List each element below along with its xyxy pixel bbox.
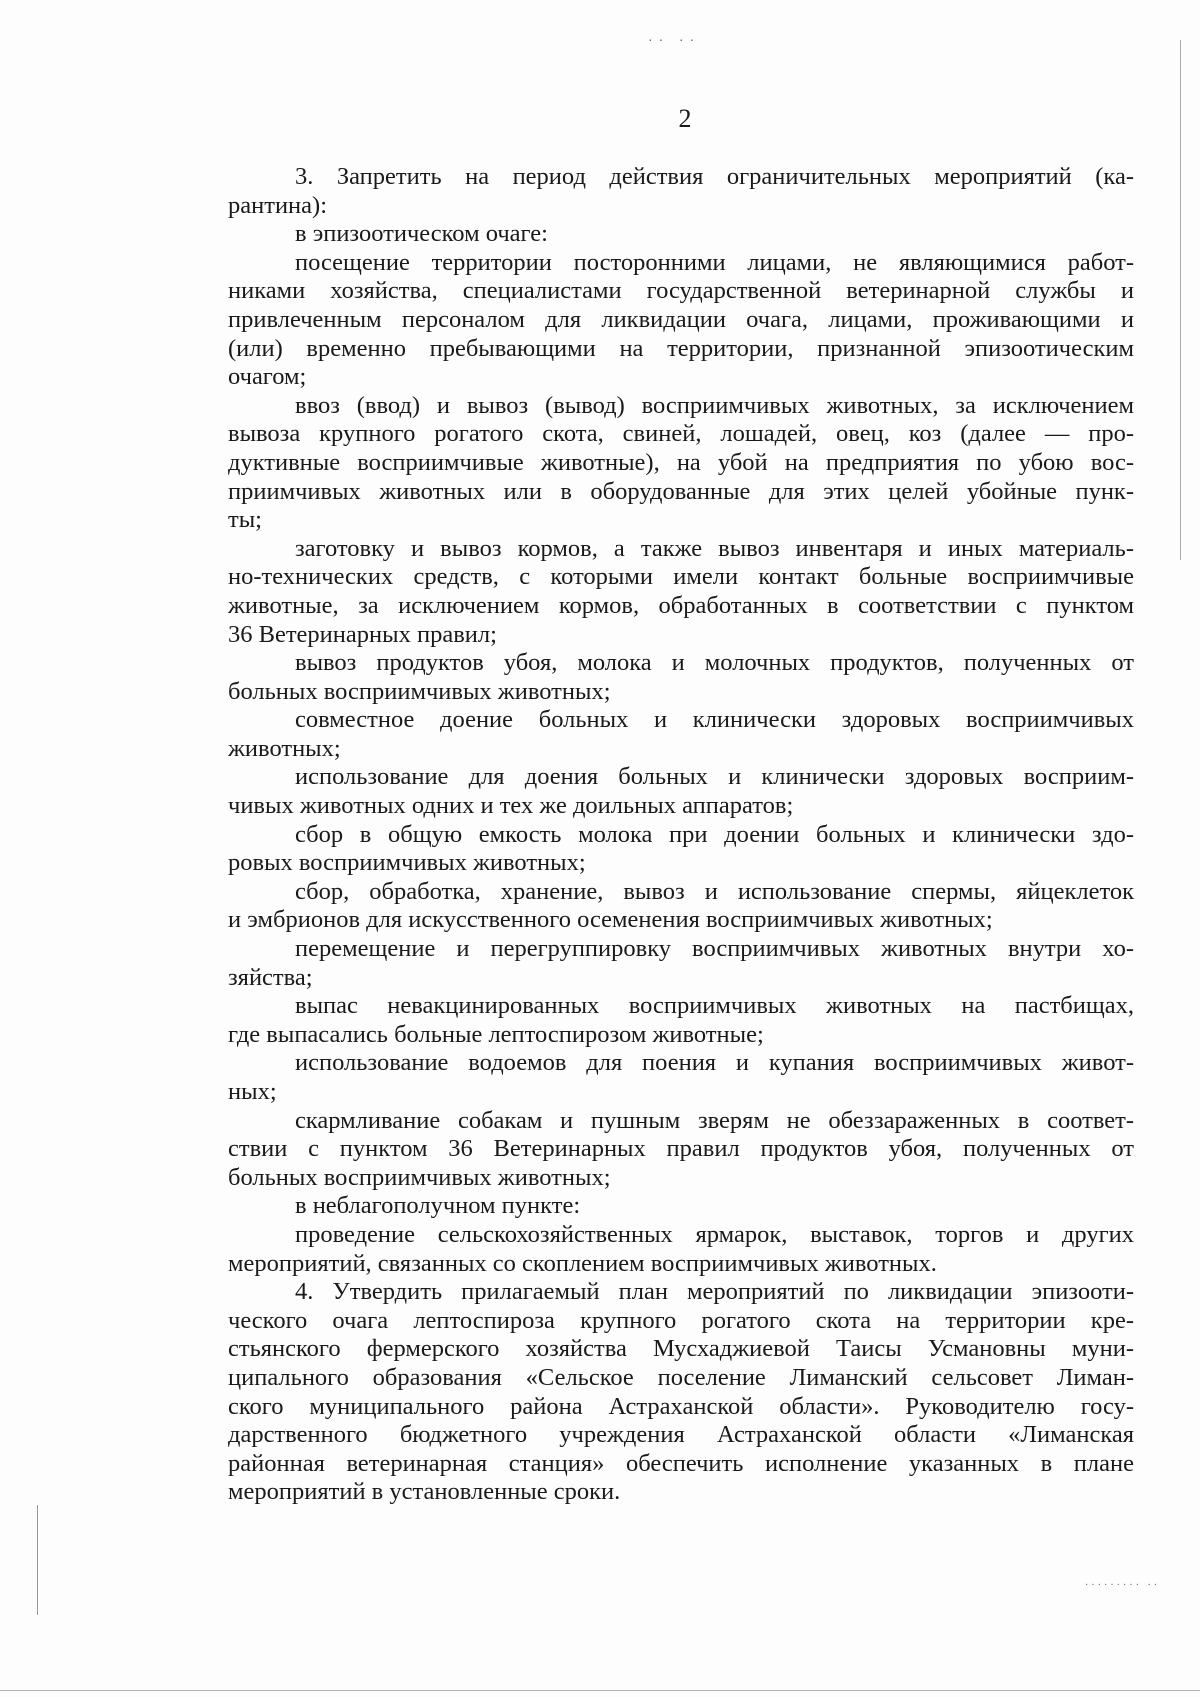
text-line: животных; bbox=[228, 734, 341, 762]
paragraph-p3l bbox=[228, 1049, 1134, 1106]
text-line: использование для доения больных и клинически здоровых восприим- bbox=[295, 763, 1134, 791]
text-line: стьянского фермерского хозяйства Мусхаджиевой Таисы Усмановны муни- bbox=[228, 1335, 1134, 1363]
text-line: (или) временно пребывающими на территории, признанной эпизоотическим bbox=[228, 334, 1134, 362]
text-line: больных восприимчивых животных; bbox=[228, 677, 611, 705]
text-line: и эмбрионов для искусственного осеменения восприимчивых животных; bbox=[228, 906, 993, 934]
text-line: совместное доение больных и клинически здоровых восприимчивых bbox=[295, 706, 1134, 734]
text-line: в неблагополучном пункте: bbox=[295, 1192, 581, 1220]
text-line: рантина): bbox=[228, 191, 328, 219]
text-line: ческого очага лептоспироза крупного рогатого скота на территории кре- bbox=[228, 1306, 1134, 1334]
text-line: но-технических средств, с которыми имели контакт больные восприимчивые bbox=[228, 563, 1134, 591]
paragraph-p3a bbox=[228, 220, 1134, 249]
text-line: чивых животных одних и тех же доильных аппаратов; bbox=[228, 792, 794, 820]
text-line: скармливание собакам и пушным зверям не обеззараженных в соответ- bbox=[295, 1106, 1134, 1134]
text-line: дарственного бюджетного учреждения Астраханской области «Лиманская bbox=[228, 1421, 1134, 1449]
text-line: где выпасались больные лептоспирозом животные; bbox=[228, 1020, 764, 1048]
text-line: проведение сельскохозяйственных ярмарок, выставок, торгов и других bbox=[295, 1220, 1134, 1248]
text-line: мероприятий в установленные сроки. bbox=[228, 1478, 621, 1506]
text-line: ных; bbox=[228, 1078, 277, 1105]
paragraph-p3b bbox=[228, 249, 1134, 392]
scan-artifact-top: ·· ·· bbox=[648, 34, 701, 49]
text-line: ты; bbox=[228, 506, 262, 534]
paragraph-p4 bbox=[228, 1278, 1134, 1507]
paragraph-p3 bbox=[228, 163, 1134, 220]
text-line: ствии с пунктом 36 Ветеринарных правил продуктов убоя, полученных от bbox=[228, 1135, 1134, 1163]
paragraph-p3d bbox=[228, 535, 1134, 649]
text-line: ввоз (ввод) и вывоз (вывод) восприимчивых животных, за исключением bbox=[295, 391, 1134, 419]
text-line: ского муниципального района Астраханской области». Руководителю госу- bbox=[228, 1392, 1134, 1420]
text-line: сбор в общую емкость молока при доении больных и клинически здо- bbox=[295, 820, 1134, 848]
text-line: больных восприимчивых животных; bbox=[228, 1163, 611, 1191]
page-number: 2 bbox=[678, 104, 692, 133]
paragraph-p3c bbox=[228, 392, 1134, 535]
paragraph-p3i bbox=[228, 878, 1134, 935]
text-line: выпас невакцинированных восприимчивых животных на пастбищах, bbox=[295, 992, 1134, 1020]
text-line: очагом; bbox=[228, 363, 307, 391]
paragraph-p3e bbox=[228, 649, 1134, 706]
scan-edge-bottom bbox=[0, 1690, 1200, 1691]
text-line: использование водоемов для поения и купания восприимчивых живот- bbox=[295, 1049, 1134, 1077]
text-line: в эпизоотическом очаге: bbox=[295, 220, 548, 248]
paragraph-p3h bbox=[228, 821, 1134, 878]
text-line: животные, за исключением кормов, обработанных в соответствии с пунктом bbox=[228, 591, 1134, 619]
paragraph-p3j bbox=[228, 935, 1134, 992]
text-line: районная ветеринарная станция» обеспечить исполнение указанных в плане bbox=[228, 1449, 1134, 1477]
paragraph-p3m bbox=[228, 1107, 1134, 1193]
text-line: приимчивых животных или в оборудованные для этих целей убойные пунк- bbox=[228, 477, 1134, 505]
text-line: ровых восприимчивых животных; bbox=[228, 849, 586, 877]
text-line: вывоз продуктов убоя, молока и молочных продуктов, полученных от bbox=[295, 649, 1134, 677]
text-line: 4. Утвердить прилагаемый план мероприятий по ликвидации эпизооти- bbox=[295, 1278, 1134, 1306]
paragraph-p3k bbox=[228, 992, 1134, 1049]
paragraph-p3n bbox=[228, 1192, 1134, 1221]
scan-edge-left bbox=[37, 1505, 38, 1615]
paragraph-p3f bbox=[228, 706, 1134, 763]
text-line: дуктивные восприимчивые животные), на убой на предприятия по убою вос- bbox=[228, 448, 1134, 476]
scan-artifact-bottom-right: ········· ·· bbox=[1085, 1580, 1161, 1591]
paragraph-p3g bbox=[228, 763, 1134, 820]
text-line: привлеченным персоналом для ликвидации очага, лицами, проживающими и bbox=[228, 305, 1134, 333]
document-body bbox=[228, 163, 1134, 1507]
text-line: заготовку и вывоз кормов, а также вывоз инвентаря и иных материаль- bbox=[295, 534, 1134, 562]
text-line: сбор, обработка, хранение, вывоз и использование спермы, яйцеклеток bbox=[295, 877, 1134, 905]
text-line: ципального образования «Сельское поселение Лиманский сельсовет Лиман- bbox=[228, 1363, 1134, 1391]
text-line: зяйства; bbox=[228, 963, 313, 991]
text-line: 36 Ветеринарных правил; bbox=[228, 620, 497, 648]
text-line: посещение территории посторонними лицами, не являющимися работ- bbox=[295, 248, 1134, 276]
text-line: вывоза крупного рогатого скота, свиней, лошадей, овец, коз (далее — про- bbox=[228, 420, 1134, 448]
text-line: 3. Запретить на период действия ограничительных мероприятий (ка- bbox=[295, 163, 1134, 190]
text-line: никами хозяйства, специалистами государственной ветеринарной службы и bbox=[228, 277, 1134, 305]
text-line: мероприятий, связанных со скоплением восприимчивых животных. bbox=[228, 1249, 937, 1277]
text-line: перемещение и перегруппировку восприимчивых животных внутри хо- bbox=[295, 935, 1134, 963]
paragraph-p3o bbox=[228, 1221, 1134, 1278]
